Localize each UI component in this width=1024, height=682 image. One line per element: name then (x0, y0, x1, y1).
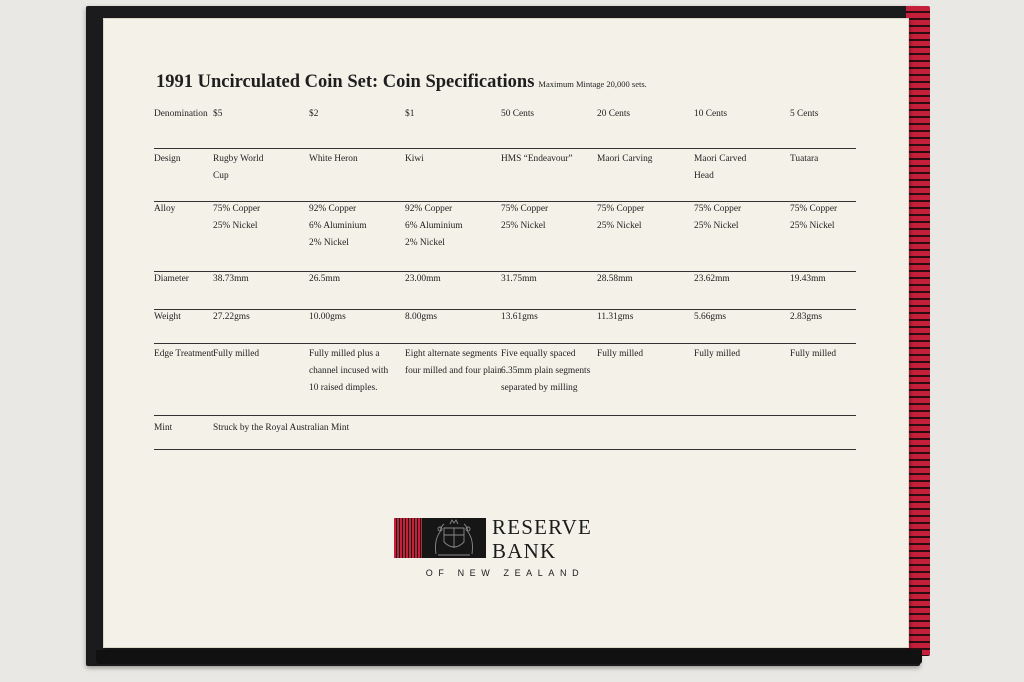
table-cell (597, 106, 630, 123)
cell-line: 20 Cents (597, 109, 631, 119)
cell-line: White Heron (309, 154, 358, 164)
reserve-bank-logo (394, 516, 624, 586)
cell-line: 23.62mm (694, 274, 730, 284)
cell-line: 75% Copper (790, 204, 838, 214)
row-label: Edge Treatment (154, 349, 214, 359)
row-label: Denomination (154, 109, 208, 119)
mintage-note: Maximum Mintage 20,000 sets. (538, 79, 647, 89)
cell-line: Fully milled (694, 349, 741, 359)
table-cell (790, 151, 818, 168)
cell-line: 75% Copper (597, 204, 645, 214)
cell-line: 28.58mm (597, 274, 633, 284)
cell-line: 2% Nickel (405, 238, 445, 248)
table-cell (213, 151, 263, 185)
cell-line: 25% Nickel (213, 221, 258, 231)
cell-line: 5.66gms (694, 312, 727, 322)
cell-line: 27.22gms (213, 312, 250, 322)
cell-line: 11.31gms (597, 312, 634, 322)
table-cell (501, 346, 590, 397)
page-title (156, 72, 647, 93)
cell-line: 6% Aluminium (309, 221, 367, 231)
cell-line: 2% Nickel (309, 238, 349, 248)
cell-line: 10 raised dimples. (309, 383, 378, 393)
cell-line: 75% Copper (694, 204, 742, 214)
cell-line: $5 (213, 109, 223, 119)
table-cell (597, 201, 644, 235)
cell-line: Fully milled (597, 349, 644, 359)
table-cell (309, 151, 358, 168)
cell-line: 6.35mm plain segments (501, 366, 591, 376)
cell-line: 75% Copper (213, 204, 261, 214)
table-cell (309, 309, 346, 326)
cell-line: 13.61gms (501, 312, 538, 322)
table-cell (694, 346, 740, 363)
cell-line: 26.5mm (309, 274, 340, 284)
table-cell (405, 106, 414, 123)
cell-line: Cup (213, 171, 229, 181)
row-label: Weight (154, 312, 181, 322)
cell-line: Eight alternate segments (405, 349, 498, 359)
cell-line: 25% Nickel (501, 221, 546, 231)
table-cell (501, 151, 573, 168)
cell-line: 31.75mm (501, 274, 537, 284)
row-divider (154, 449, 856, 450)
row-label: Mint (154, 423, 173, 433)
row-label: Alloy (154, 204, 176, 214)
cell-line: channel incused with (309, 366, 389, 376)
table-cell (597, 309, 633, 326)
table-cell (405, 346, 502, 380)
cell-line: 50 Cents (501, 109, 535, 119)
table-cell (694, 201, 741, 235)
folder-bottom-edge (96, 650, 922, 664)
cell-line: separated by milling (501, 383, 578, 393)
cell-line: Kiwi (405, 154, 424, 164)
table-cell (790, 271, 826, 288)
cell-line: Tuatara (790, 154, 819, 164)
logo-word-reserve: RESERVE (492, 515, 593, 539)
cell-line: HMS “Endeavour” (501, 154, 573, 164)
cell-line: $2 (309, 109, 319, 119)
cell-line: 2.83gms (790, 312, 823, 322)
table-cell (405, 201, 463, 252)
cell-line: $1 (405, 109, 415, 119)
table-cell (213, 420, 349, 437)
cell-line: 19.43mm (790, 274, 826, 284)
cell-line: Head (694, 171, 714, 181)
table-cell (309, 106, 318, 123)
table-cell (501, 309, 538, 326)
cell-line: 75% Copper (501, 204, 549, 214)
table-cell (597, 346, 643, 363)
table-cell (501, 106, 534, 123)
cell-line: 23.00mm (405, 274, 441, 284)
cell-line: 8.00gms (405, 312, 438, 322)
cell-line: Fully milled plus a (309, 349, 380, 359)
cell-line: 25% Nickel (790, 221, 835, 231)
cell-line: Fully milled (213, 349, 260, 359)
logo-tagline: OF NEW ZEALAND (425, 568, 585, 578)
table-cell (694, 309, 726, 326)
table-cell (309, 201, 367, 252)
table-cell (501, 201, 548, 235)
cell-line: 6% Aluminium (405, 221, 463, 231)
row-divider (154, 415, 856, 416)
table-cell (790, 346, 836, 363)
row-divider (154, 148, 856, 149)
table-cell (213, 271, 249, 288)
logo-word-bank: BANK (492, 539, 557, 563)
table-cell (790, 201, 837, 235)
table-cell (309, 346, 388, 397)
coat-of-arms-icon (422, 518, 486, 558)
table-cell (405, 309, 437, 326)
table-cell (213, 106, 222, 123)
title-text: 1991 Uncirculated Coin Set: Coin Specifications (156, 72, 535, 92)
table-cell (694, 151, 746, 185)
cell-line: 38.73mm (213, 274, 249, 284)
table-cell (694, 271, 730, 288)
row-divider (154, 343, 856, 344)
table-cell (405, 151, 424, 168)
folder-red-stripe (906, 6, 930, 656)
table-cell (213, 346, 259, 363)
logo-emblem (394, 518, 486, 558)
cell-line: Fully milled (790, 349, 837, 359)
table-cell (213, 201, 260, 235)
cell-line: Maori Carving (597, 154, 653, 164)
table-cell (405, 271, 441, 288)
table-cell (790, 106, 818, 123)
row-label: Diameter (154, 274, 189, 284)
spec-card (103, 18, 909, 648)
red-bars-icon (394, 518, 422, 558)
cell-line: 92% Copper (309, 204, 357, 214)
table-cell (501, 271, 537, 288)
cell-line: Maori Carved (694, 154, 747, 164)
cell-line: 5 Cents (790, 109, 819, 119)
table-cell (597, 271, 633, 288)
cell-line: 25% Nickel (597, 221, 642, 231)
cell-line: Rugby World (213, 154, 264, 164)
table-cell (694, 106, 727, 123)
cell-line: four milled and four plain (405, 366, 502, 376)
cell-line: 10 Cents (694, 109, 728, 119)
cell-line: Struck by the Royal Australian Mint (213, 423, 350, 433)
table-cell (597, 151, 652, 168)
cell-line: Five equally spaced (501, 349, 576, 359)
table-cell (213, 309, 250, 326)
cell-line: 25% Nickel (694, 221, 739, 231)
cell-line: 10.00gms (309, 312, 346, 322)
cell-line: 92% Copper (405, 204, 453, 214)
table-cell (790, 309, 822, 326)
table-cell (309, 271, 340, 288)
row-label: Design (154, 154, 181, 164)
